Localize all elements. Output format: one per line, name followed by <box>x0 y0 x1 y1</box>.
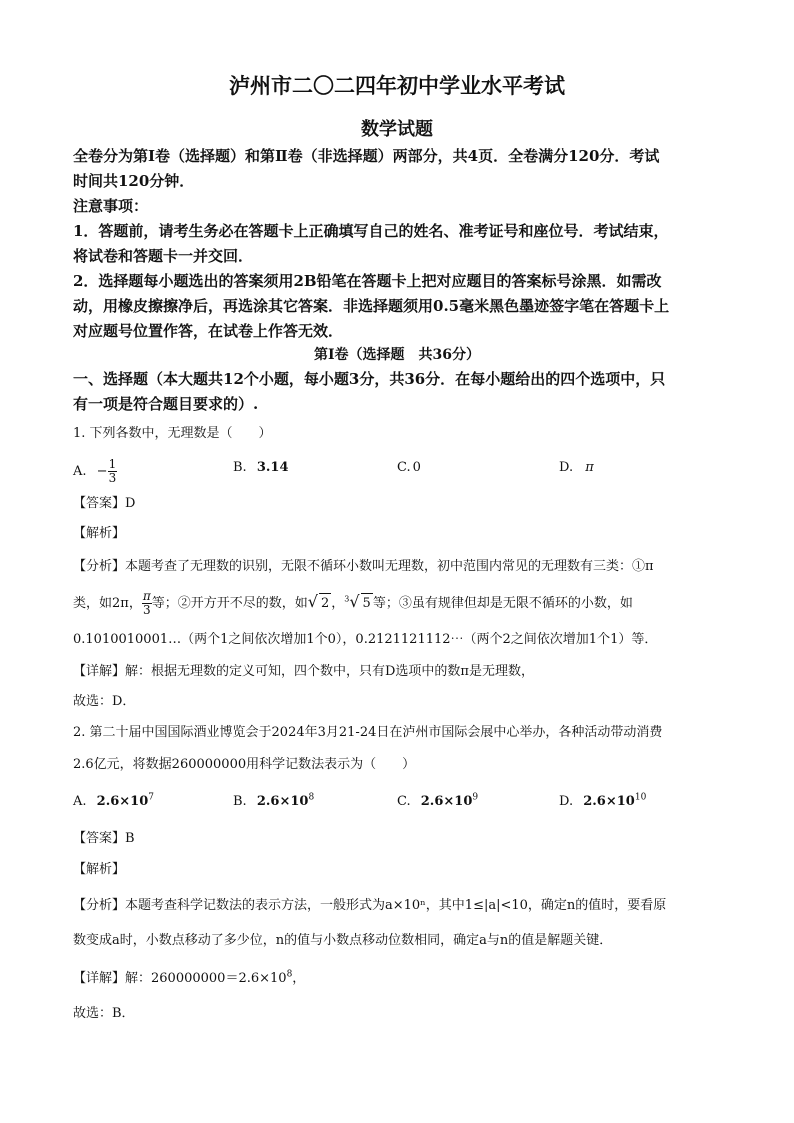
q1-analysis-line-2a: 类，如2π， <box>73 596 142 611</box>
section-desc-line-1: 一、选择题（本大题共12个小题，每小题3分，共36分．在每小题给出的四个选项中，只 <box>73 370 666 388</box>
q2-choose: 故选：B． <box>73 1006 135 1021</box>
q2-option-d-exponent: 10 <box>634 792 647 803</box>
q2-stem-line-2: 2.6亿元，将数据260000000用科学记数法表示为（ ） <box>73 757 416 772</box>
section-title: 第Ⅰ卷（选择题 共36分） <box>313 347 481 363</box>
q2-option-c <box>397 792 478 812</box>
q1-option-d-value: π <box>585 460 594 475</box>
q2-option-b <box>233 792 314 812</box>
q1-analysis-label: 【解析】 <box>73 526 126 541</box>
q1-choose: 故选：D． <box>73 694 136 709</box>
q1-analysis-line-2c: ， <box>331 596 345 611</box>
q2-answer: 【答案】B <box>73 831 135 846</box>
q2-analysis-line-2: 数变成a时，小数点移动了多少位，n的值与小数点移动位数相同，确定a与n的值是解题关键． <box>73 933 613 948</box>
q2-option-c-exponent: 9 <box>472 792 479 803</box>
q2-option-a-label: A. <box>73 794 87 809</box>
q1-option-b-label: B. <box>233 460 247 475</box>
q2-option-b-base: 2.6×10 <box>256 794 309 809</box>
q1-option-b-value: 3.14 <box>256 460 289 475</box>
q1-stem: 1. 下列各数中，无理数是（ ） <box>73 426 272 441</box>
q1-option-c <box>397 458 421 478</box>
q1-cbrt-5: 5 <box>361 593 373 614</box>
q2-detail-end: ， <box>292 971 306 986</box>
q1-pi-numerator: π <box>142 589 151 603</box>
notice-1-line-1: 1．答题前，请考生务必在答题卡上正确填写自己的姓名、准考证号和座位号．考试结束， <box>73 222 669 240</box>
q1-analysis-line-1: 【分析】本题考查了无理数的识别，无限不循环小数叫无理数，初中范围内常见的无理数有三类：①π <box>73 559 654 574</box>
q2-option-b-label: B. <box>233 794 247 809</box>
q2-analysis-label: 【解析】 <box>73 862 126 877</box>
intro-line-2: 时间共120分钟． <box>73 172 195 190</box>
q1-option-a-label: A. <box>73 464 87 479</box>
notice-2-line-3: 对应题号位置作答，在试卷上作答无效． <box>73 322 344 340</box>
q1-option-a-numerator: 1 <box>108 457 117 471</box>
q1-option-a <box>73 458 117 485</box>
sqrt-icon: √ <box>307 592 318 611</box>
q1-option-d-label: D. <box>559 460 574 475</box>
q1-sqrt-2: 2 <box>319 593 331 614</box>
q2-stem-line-1: 2. 第二十届中国国际酒业博览会于2024年3月21-24日在泸州市国际会展中心举办，各种活动带动消费 <box>73 725 663 740</box>
q2-option-a-exponent: 7 <box>148 792 155 803</box>
q1-analysis-line-2d: 等；③虽有规律但却是无限不循环的小数，如 <box>372 596 633 611</box>
intro-line-1: 全卷分为第Ⅰ卷（选择题）和第Ⅱ卷（非选择题）两部分，共4页．全卷满分120分．考试 <box>73 147 660 165</box>
q2-option-c-label: C. <box>397 794 411 809</box>
q2-option-d-label: D. <box>559 794 574 809</box>
notice-2-line-2: 动，用橡皮擦擦净后，再选涂其它答案．非选择题须用0.5毫米黑色墨迹签字笔在答题卡上 <box>73 297 670 315</box>
page-subtitle: 数学试题 <box>361 119 433 140</box>
q1-analysis-line-2 <box>73 590 633 617</box>
notice-1-line-2: 将试卷和答题卡一并交回． <box>73 247 254 265</box>
cbrt-icon: √ <box>349 592 360 611</box>
q1-analysis-line-2b: 等；②开方开不尽的数，如 <box>151 596 308 611</box>
notice-2-line-1: 2．选择题每小题选出的答案须用2B铅笔在答题卡上把对应题目的答案标号涂黑．如需改 <box>73 272 662 290</box>
q1-analysis-line-3: 0.1010010001…（两个1之间依次增加1个0），0.2121121112⋯（两个2之间依次增加1个1）等． <box>73 632 658 647</box>
q2-option-c-base: 2.6×10 <box>420 794 473 809</box>
q1-option-a-fraction <box>108 458 118 485</box>
q1-detail: 【详解】解：根据无理数的定义可知，四个数中，只有D选项中的数π是无理数， <box>73 664 534 679</box>
q2-option-a-base: 2.6×10 <box>96 794 149 809</box>
q1-option-a-sign: − <box>96 464 108 479</box>
q2-option-b-exponent: 8 <box>308 792 315 803</box>
q1-option-b <box>233 458 289 478</box>
q2-option-d-base: 2.6×10 <box>583 794 635 809</box>
q2-detail <box>73 969 305 989</box>
q2-analysis-line-1: 【分析】本题考查科学记数法的表示方法，一般形式为a×10ⁿ，其中1≤|a|<10，确定n的值时，要看原 <box>73 898 667 913</box>
notice-title: 注意事项： <box>73 197 149 215</box>
q1-pi-denominator: 3 <box>142 603 151 617</box>
q1-option-c-value: 0 <box>412 460 421 475</box>
q2-detail-text: 【详解】解：260000000＝2.6×10 <box>73 971 287 986</box>
q2-option-d <box>559 792 646 812</box>
section-desc-line-2: 有一项是符合题目要求的）. <box>73 395 259 413</box>
q1-cbrt-index: 3 <box>344 594 350 604</box>
q1-option-a-denominator: 3 <box>108 471 117 485</box>
page-title: 泸州市二〇二四年初中学业水平考试 <box>229 73 565 98</box>
q2-detail-exponent: 8 <box>286 969 293 980</box>
q1-answer: 【答案】D <box>73 496 136 511</box>
q1-option-c-label: C. <box>397 460 411 475</box>
q2-option-a <box>73 792 154 812</box>
q1-option-d <box>559 458 594 478</box>
q1-pi-over-3 <box>142 590 152 617</box>
